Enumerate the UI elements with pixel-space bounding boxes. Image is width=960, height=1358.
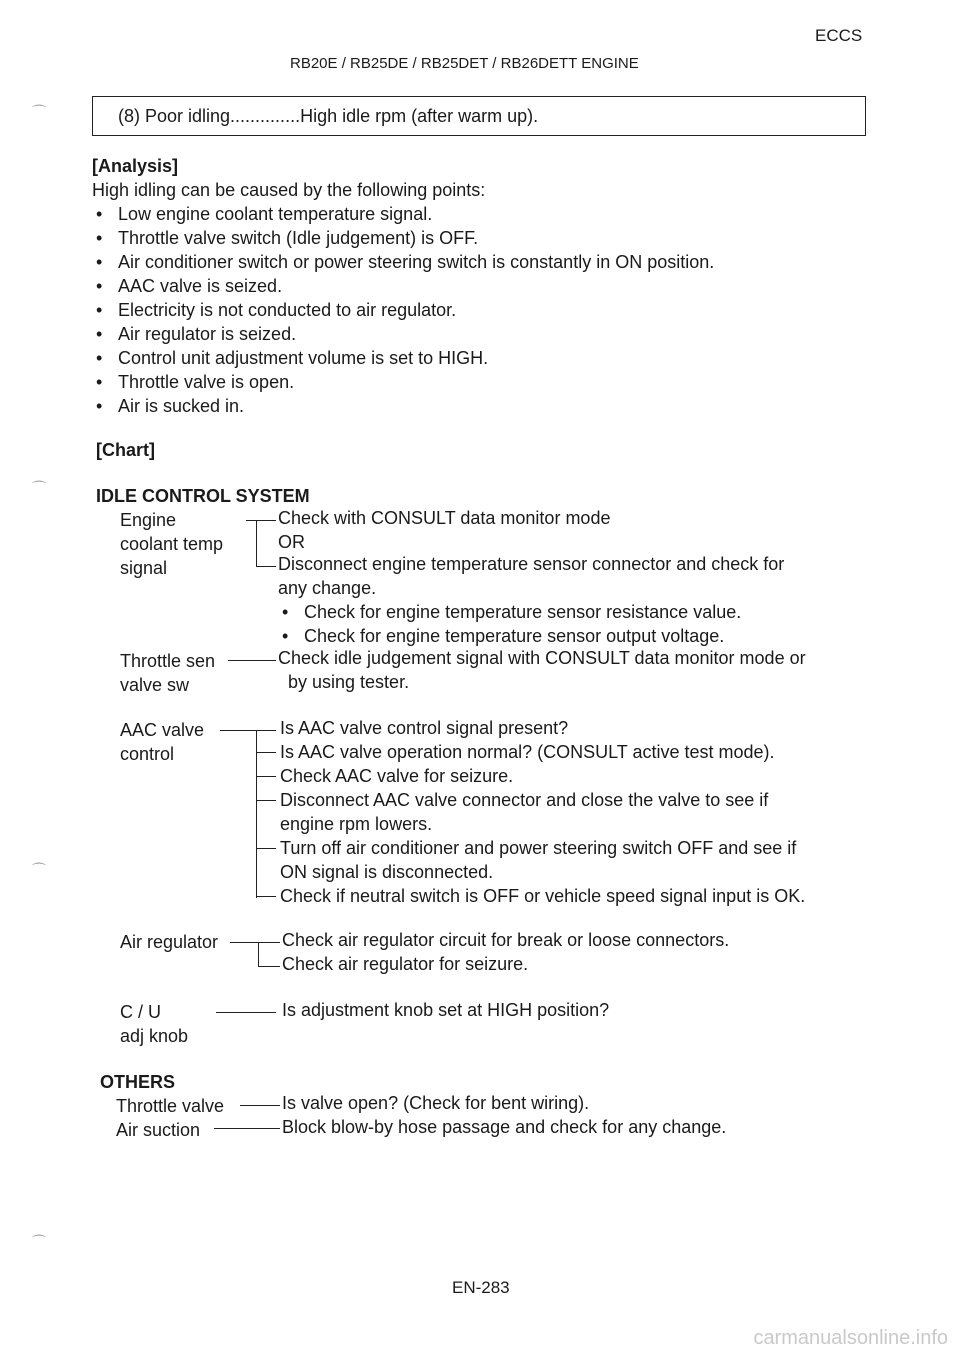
margin-mark: ⌒ bbox=[32, 1234, 46, 1250]
connector-line bbox=[256, 566, 276, 567]
engine-label: coolant temp bbox=[120, 534, 224, 554]
watermark: carmanualsonline.info bbox=[753, 1327, 948, 1349]
bracket-line bbox=[258, 942, 259, 966]
air-regulator-check: Check air regulator circuit for break or loose connectors. bbox=[282, 930, 730, 950]
engine-sub-item: • Check for engine temperature sensor resistance value. bbox=[282, 602, 742, 622]
engine-any-change: any change. bbox=[278, 578, 377, 598]
others-suction-text: Block blow-by hose passage and check for any change. bbox=[282, 1117, 727, 1137]
aac-check: Turn off air conditioner and power steering switch OFF and see if bbox=[280, 838, 797, 858]
connector-line bbox=[256, 752, 276, 753]
analysis-item: • Air is sucked in. bbox=[96, 396, 245, 416]
throttle-check: Check idle judgement signal with CONSULT data monitor mode or bbox=[278, 648, 806, 668]
analysis-item: • Control unit adjustment volume is set to HIGH. bbox=[96, 348, 489, 368]
others-suction-label: Air suction bbox=[116, 1120, 201, 1140]
analysis-item: • Throttle valve switch (Idle judgement) is OFF. bbox=[96, 228, 479, 248]
engine-check: Check with CONSULT data monitor mode bbox=[278, 508, 611, 528]
engine-or: OR bbox=[278, 532, 305, 552]
aac-check: Check AAC valve for seizure. bbox=[280, 766, 514, 786]
cu-label: adj knob bbox=[120, 1026, 189, 1046]
analysis-item: • Air regulator is seized. bbox=[96, 324, 297, 344]
analysis-item: • Low engine coolant temperature signal. bbox=[96, 204, 433, 224]
connector-line bbox=[256, 776, 276, 777]
margin-mark: ⌒ bbox=[32, 480, 46, 496]
air-regulator-label: Air regulator bbox=[120, 932, 219, 952]
bracket-line bbox=[256, 520, 257, 566]
analysis-heading: [Analysis] bbox=[92, 156, 179, 176]
system-title: IDLE CONTROL SYSTEM bbox=[96, 486, 310, 506]
aac-label: AAC valve bbox=[120, 720, 205, 740]
aac-check: Disconnect AAC valve connector and close the valve to see if bbox=[280, 790, 769, 810]
engine-models: RB20E / RB25DE / RB25DET / RB26DETT ENGINE bbox=[290, 55, 639, 72]
throttle-label: Throttle sen bbox=[120, 651, 216, 671]
connector-line bbox=[228, 660, 276, 661]
throttle-tester: by using tester. bbox=[288, 672, 410, 692]
air-regulator-check: Check air regulator for seizure. bbox=[282, 954, 529, 974]
connector-line bbox=[216, 1012, 276, 1013]
connector-line bbox=[240, 1105, 280, 1106]
engine-label: signal bbox=[120, 558, 168, 578]
connector-line bbox=[256, 848, 276, 849]
cu-label: C / U bbox=[120, 1002, 162, 1022]
cu-check: Is adjustment knob set at HIGH position? bbox=[282, 1000, 610, 1020]
connector-line bbox=[214, 1128, 280, 1129]
analysis-item: • AAC valve is seized. bbox=[96, 276, 283, 296]
aac-check: Is AAC valve operation normal? (CONSULT active test mode). bbox=[280, 742, 775, 762]
connector-line bbox=[256, 800, 276, 801]
chart-heading: [Chart] bbox=[96, 440, 155, 460]
connector-line bbox=[220, 730, 276, 731]
aac-check: ON signal is disconnected. bbox=[280, 862, 494, 882]
others-heading: OTHERS bbox=[100, 1072, 176, 1092]
aac-label: control bbox=[120, 744, 175, 764]
analysis-item: • Throttle valve is open. bbox=[96, 372, 295, 392]
analysis-item: • Air conditioner switch or power steering switch is constantly in ON position. bbox=[96, 252, 715, 272]
margin-mark: ⌒ bbox=[32, 104, 46, 120]
connector-line bbox=[230, 942, 280, 943]
analysis-item: • Electricity is not conducted to air regulator. bbox=[96, 300, 457, 320]
others-throttle-text: Is valve open? (Check for bent wiring). bbox=[282, 1093, 590, 1113]
connector-line bbox=[246, 520, 276, 521]
margin-mark: ⌒ bbox=[32, 862, 46, 878]
engine-disconnect: Disconnect engine temperature sensor connector and check for bbox=[278, 554, 785, 574]
others-throttle-label: Throttle valve bbox=[116, 1096, 225, 1116]
section-label: ECCS bbox=[815, 26, 863, 45]
analysis-intro: High idling can be caused by the following points: bbox=[92, 180, 486, 200]
engine-sub-item: • Check for engine temperature sensor output voltage. bbox=[282, 626, 725, 646]
throttle-label: valve sw bbox=[120, 675, 190, 695]
bracket-line bbox=[256, 730, 257, 898]
title-text: (8) Poor idling..............High idle rpm (after warm up). bbox=[118, 106, 539, 126]
connector-line bbox=[258, 966, 280, 967]
page-number: EN-283 bbox=[452, 1278, 510, 1297]
aac-check: Check if neutral switch is OFF or vehicle speed signal input is OK. bbox=[280, 886, 806, 906]
aac-check: engine rpm lowers. bbox=[280, 814, 433, 834]
engine-label: Engine bbox=[120, 510, 177, 530]
connector-line bbox=[256, 896, 276, 897]
aac-check: Is AAC valve control signal present? bbox=[280, 718, 569, 738]
